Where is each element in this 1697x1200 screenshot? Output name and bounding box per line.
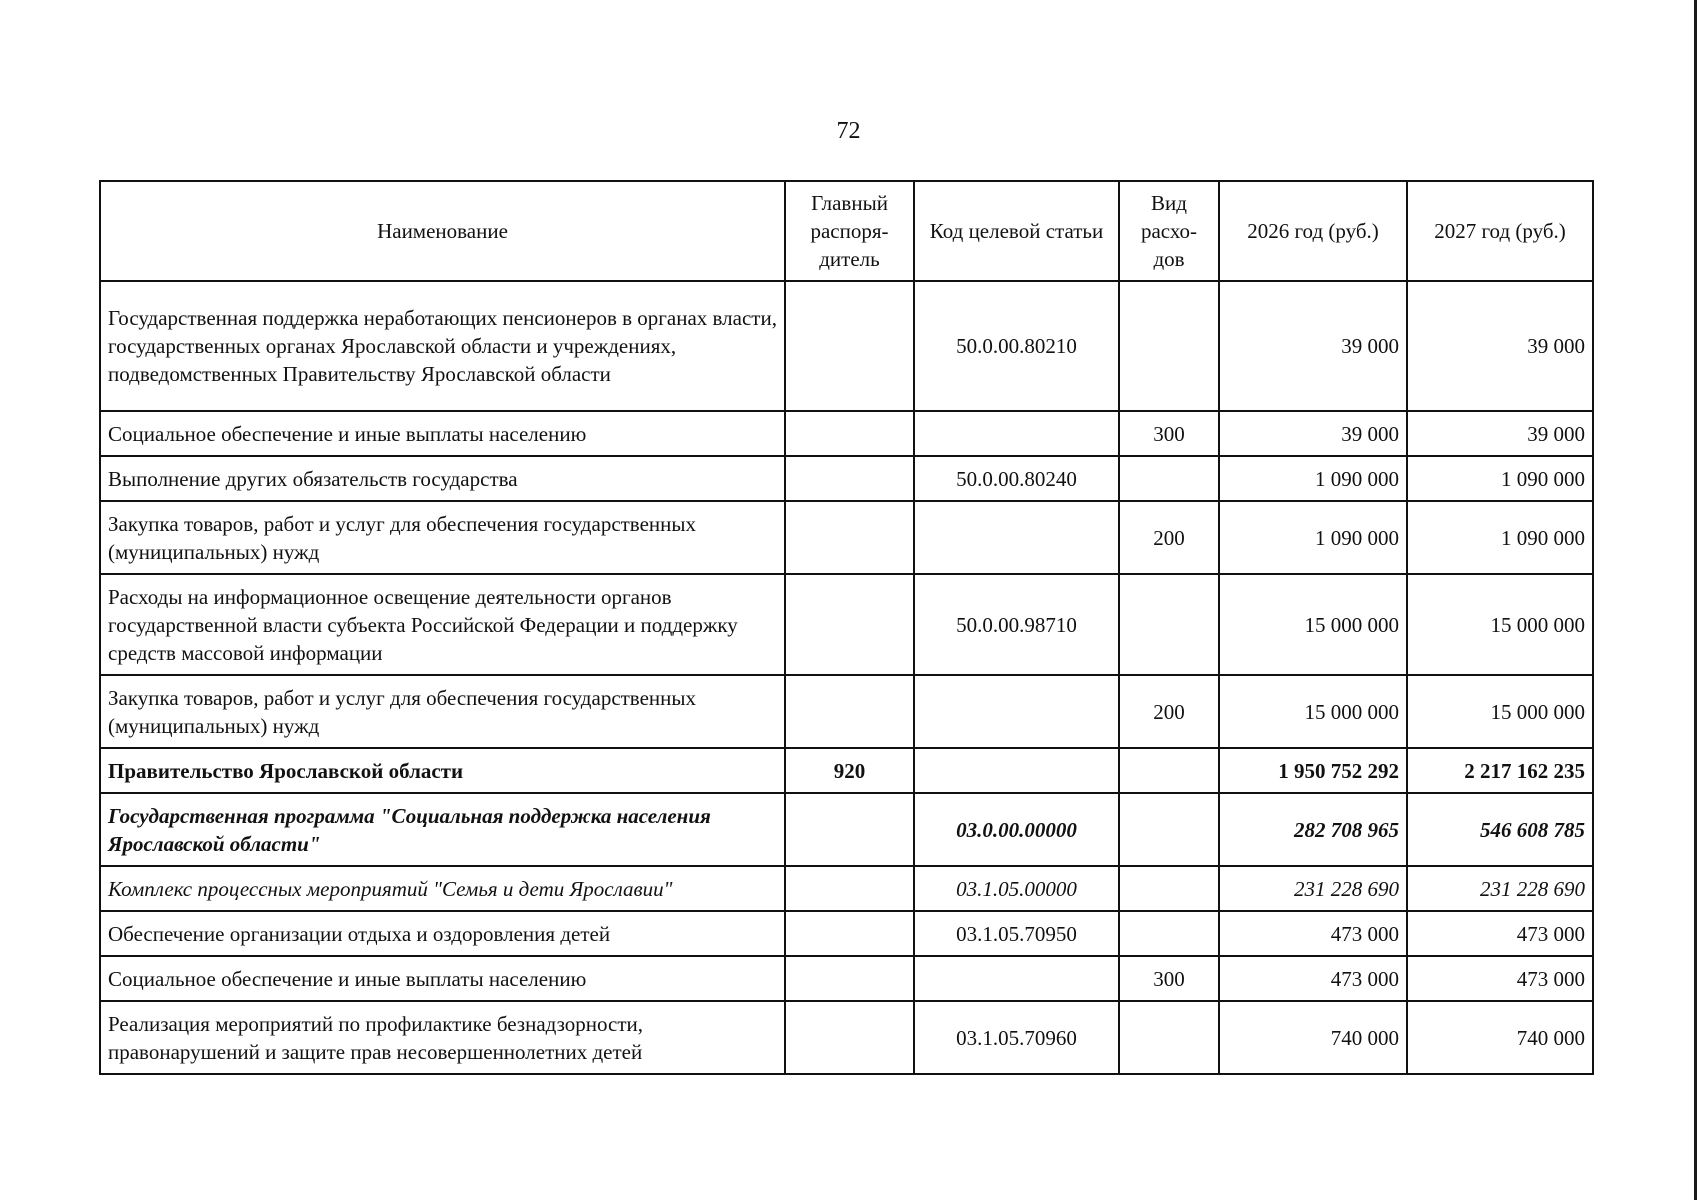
cell-2027: 1 090 000	[1407, 456, 1593, 501]
cell-code: 03.1.05.00000	[914, 866, 1119, 911]
cell-code	[914, 956, 1119, 1001]
cell-expense-type	[1119, 281, 1219, 411]
cell-expense-type: 300	[1119, 956, 1219, 1001]
cell-2027: 473 000	[1407, 911, 1593, 956]
cell-code	[914, 411, 1119, 456]
cell-2027: 231 228 690	[1407, 866, 1593, 911]
cell-name: Государственная программа "Социальная поддержка населения Ярославской области"	[100, 793, 785, 866]
table-header-row	[100, 181, 1593, 281]
cell-code: 03.0.00.00000	[914, 793, 1119, 866]
table-row	[100, 411, 1593, 456]
cell-2026: 740 000	[1219, 1001, 1407, 1074]
cell-name: Социальное обеспечение и иные выплаты населению	[100, 411, 785, 456]
cell-name: Социальное обеспечение и иные выплаты населению	[100, 956, 785, 1001]
header-manager: Главный распоря-дитель	[785, 181, 914, 281]
table-row	[100, 456, 1593, 501]
header-2026: 2026 год (руб.)	[1219, 181, 1407, 281]
cell-2026: 39 000	[1219, 281, 1407, 411]
cell-2027: 39 000	[1407, 281, 1593, 411]
table-body	[100, 281, 1593, 1074]
budget-table	[99, 180, 1594, 1075]
header-2027: 2027 год (руб.)	[1407, 181, 1593, 281]
table-row	[100, 281, 1593, 411]
cell-manager	[785, 411, 914, 456]
cell-name: Расходы на информационное освещение деятельности органов государственной власти субъекта Российской Федерации и поддержку средств массовой информации	[100, 574, 785, 675]
cell-2027: 473 000	[1407, 956, 1593, 1001]
cell-manager: 920	[785, 748, 914, 793]
cell-expense-type	[1119, 748, 1219, 793]
cell-manager	[785, 956, 914, 1001]
cell-2026: 282 708 965	[1219, 793, 1407, 866]
cell-2026: 231 228 690	[1219, 866, 1407, 911]
cell-2026: 1 950 752 292	[1219, 748, 1407, 793]
header-code: Код целевой статьи	[914, 181, 1119, 281]
table-row	[100, 911, 1593, 956]
cell-2027: 39 000	[1407, 411, 1593, 456]
header-expense-type: Вид расхо-дов	[1119, 181, 1219, 281]
cell-manager	[785, 456, 914, 501]
cell-manager	[785, 866, 914, 911]
cell-manager	[785, 501, 914, 574]
cell-manager	[785, 675, 914, 748]
cell-code: 50.0.00.80210	[914, 281, 1119, 411]
cell-expense-type: 200	[1119, 675, 1219, 748]
cell-name: Закупка товаров, работ и услуг для обеспечения государственных (муниципальных) нужд	[100, 501, 785, 574]
cell-manager	[785, 574, 914, 675]
cell-name: Реализация мероприятий по профилактике безнадзорности, правонарушений и защите прав несовершеннолетних детей	[100, 1001, 785, 1074]
cell-expense-type: 300	[1119, 411, 1219, 456]
table-row	[100, 501, 1593, 574]
cell-code: 03.1.05.70960	[914, 1001, 1119, 1074]
cell-2026: 1 090 000	[1219, 501, 1407, 574]
cell-manager	[785, 793, 914, 866]
table-row	[100, 574, 1593, 675]
cell-expense-type	[1119, 866, 1219, 911]
cell-2027: 2 217 162 235	[1407, 748, 1593, 793]
cell-expense-type	[1119, 911, 1219, 956]
cell-2026: 473 000	[1219, 911, 1407, 956]
table-row	[100, 675, 1593, 748]
cell-expense-type	[1119, 574, 1219, 675]
cell-expense-type: 200	[1119, 501, 1219, 574]
cell-2027: 1 090 000	[1407, 501, 1593, 574]
header-name: Наименование	[100, 181, 785, 281]
cell-code	[914, 675, 1119, 748]
table-row	[100, 866, 1593, 911]
cell-2026: 15 000 000	[1219, 574, 1407, 675]
table-row	[100, 748, 1593, 793]
cell-2026: 15 000 000	[1219, 675, 1407, 748]
cell-manager	[785, 281, 914, 411]
cell-code: 03.1.05.70950	[914, 911, 1119, 956]
cell-2026: 473 000	[1219, 956, 1407, 1001]
cell-name: Выполнение других обязательств государства	[100, 456, 785, 501]
cell-2026: 39 000	[1219, 411, 1407, 456]
cell-2026: 1 090 000	[1219, 456, 1407, 501]
cell-name: Комплекс процессных мероприятий "Семья и дети Ярославии"	[100, 866, 785, 911]
cell-expense-type	[1119, 456, 1219, 501]
cell-name: Правительство Ярославской области	[100, 748, 785, 793]
cell-name: Обеспечение организации отдыха и оздоровления детей	[100, 911, 785, 956]
cell-code	[914, 501, 1119, 574]
cell-manager	[785, 911, 914, 956]
cell-code: 50.0.00.80240	[914, 456, 1119, 501]
cell-expense-type	[1119, 1001, 1219, 1074]
cell-2027: 740 000	[1407, 1001, 1593, 1074]
table-row	[100, 956, 1593, 1001]
cell-expense-type	[1119, 793, 1219, 866]
cell-name: Закупка товаров, работ и услуг для обеспечения государственных (муниципальных) нужд	[100, 675, 785, 748]
cell-code: 50.0.00.98710	[914, 574, 1119, 675]
page-number: 72	[836, 118, 861, 144]
cell-manager	[785, 1001, 914, 1074]
table-row	[100, 1001, 1593, 1074]
cell-2027: 15 000 000	[1407, 675, 1593, 748]
cell-2027: 546 608 785	[1407, 793, 1593, 866]
cell-name: Государственная поддержка неработающих пенсионеров в органах власти, государственных органах Ярославской области и учреждениях, подведомственных Правительству Ярославской области	[100, 281, 785, 411]
cell-2027: 15 000 000	[1407, 574, 1593, 675]
table-row	[100, 793, 1593, 866]
cell-code	[914, 748, 1119, 793]
